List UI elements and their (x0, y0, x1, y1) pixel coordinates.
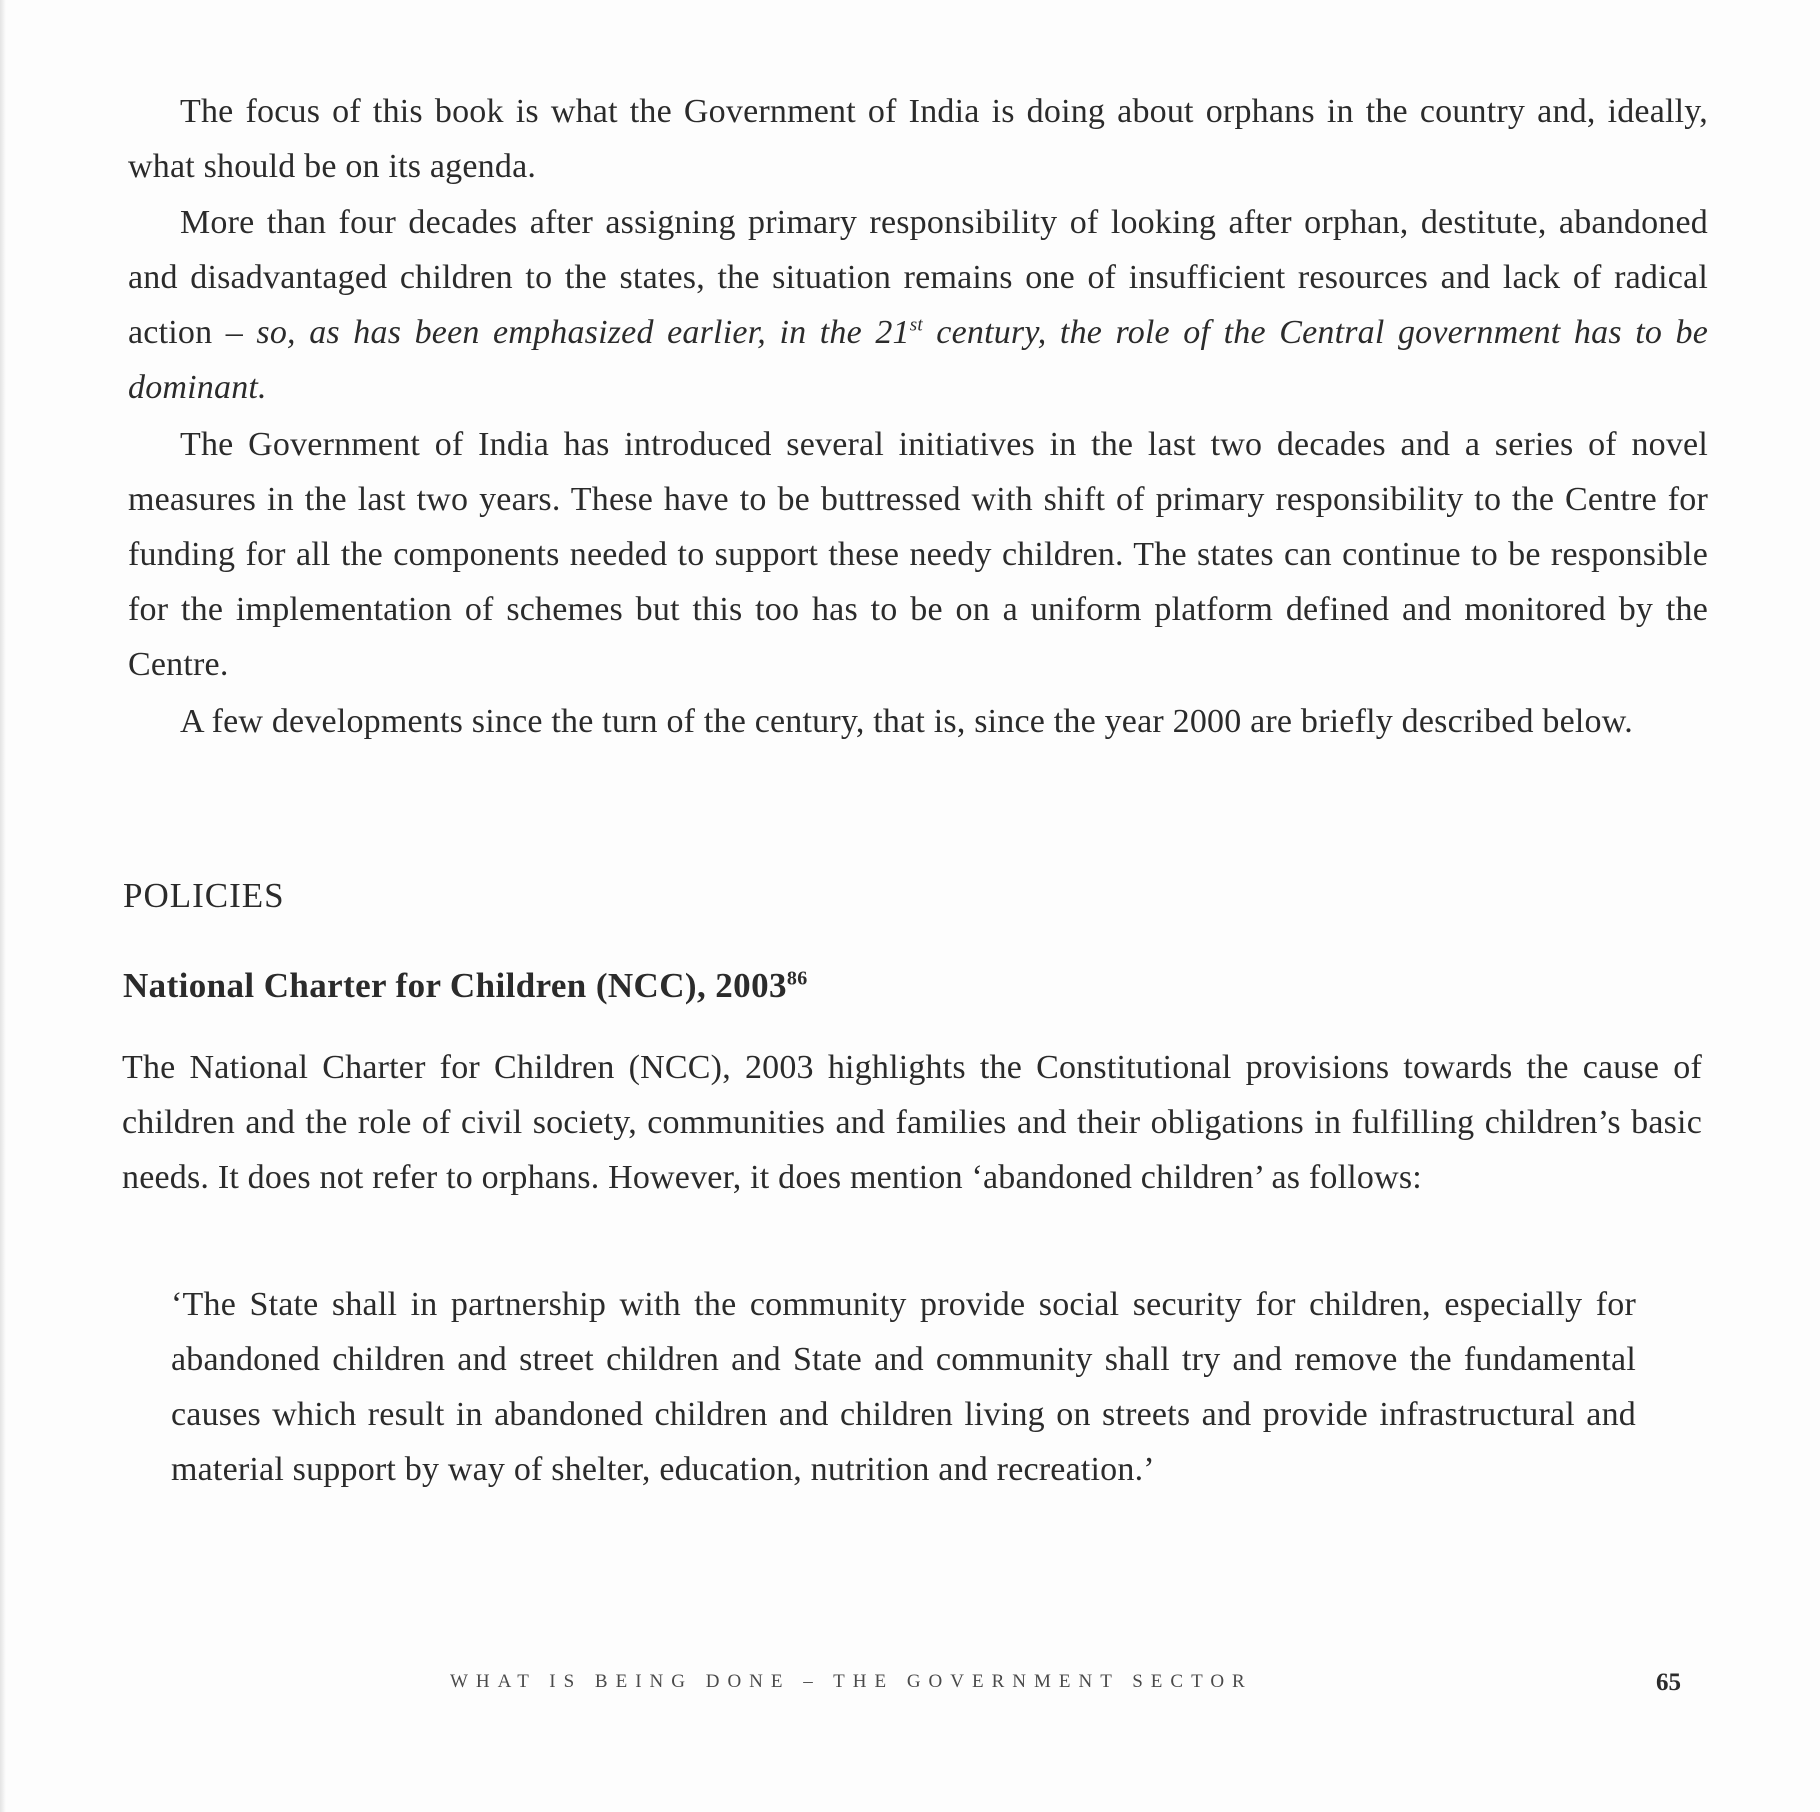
running-footer: WHAT IS BEING DONE – THE GOVERNMENT SECTOR (450, 1671, 1253, 1692)
responsibility-paragraph-text: More than four decades after assigning primary responsibility of looking after orphan, destitute, abandoned and disadvantaged children to the states, the situation remains one of insufficient resources and lack of radical action – (128, 204, 1708, 351)
page-number: 65 (1656, 1669, 1681, 1696)
footnote-reference: 86 (786, 967, 808, 990)
section-heading: POLICIES (123, 876, 285, 915)
page-edge-shadow (0, 0, 6, 1812)
responsibility-paragraph (128, 195, 1708, 415)
sub-heading-text: National Charter for Children (NCC), 2003 (123, 966, 787, 1005)
block-quote: ‘The State shall in partnership with the community provide social security for children, especially for abandoned children and street children and State and community shall try and remove the fundamental causes which result in abandoned children and children living on streets and provide infrastructural and material support by way of shelter, education, nutrition and recreation.’ (171, 1286, 1636, 1488)
intro-paragraph (128, 84, 1708, 194)
developments-paragraph-text: A few developments since the turn of the century, that is, since the year 2000 are briefly described below. (180, 703, 1634, 740)
developments-paragraph (128, 694, 1708, 749)
responsibility-paragraph-emphasis (128, 314, 1708, 406)
intro-paragraph-text: The focus of this book is what the Government of India is doing about orphans in the country and, ideally, what should be on its agenda. (128, 93, 1708, 185)
sub-heading (123, 966, 808, 1006)
emphasis-text-end: century, the role of the Central government has to be dominant. (128, 314, 1709, 406)
initiatives-paragraph (128, 417, 1708, 692)
emphasis-text-start: so, as has been emphasized earlier, in the 21 (256, 314, 910, 351)
initiatives-paragraph-text: The Government of India has introduced several initiatives in the last two decades and a series of novel measures in the last two years. These have to be buttressed with shift of primary responsibility to the Centre for funding for all the components needed to support these needy children. The states can continue to be responsible for the implementation of schemes but this too has to be on a uniform platform defined and monitored by the Centre. (128, 426, 1708, 683)
ordinal-superscript: st (909, 314, 923, 336)
ncc-paragraph: The National Charter for Children (NCC), 2003 highlights the Constitutional provisions towards the cause of children and the role of civil society, communities and families and their obligations in fulfilling children’s basic needs. It does not refer to orphans. However, it does mention ‘abandoned children’ as follows: (122, 1049, 1702, 1196)
